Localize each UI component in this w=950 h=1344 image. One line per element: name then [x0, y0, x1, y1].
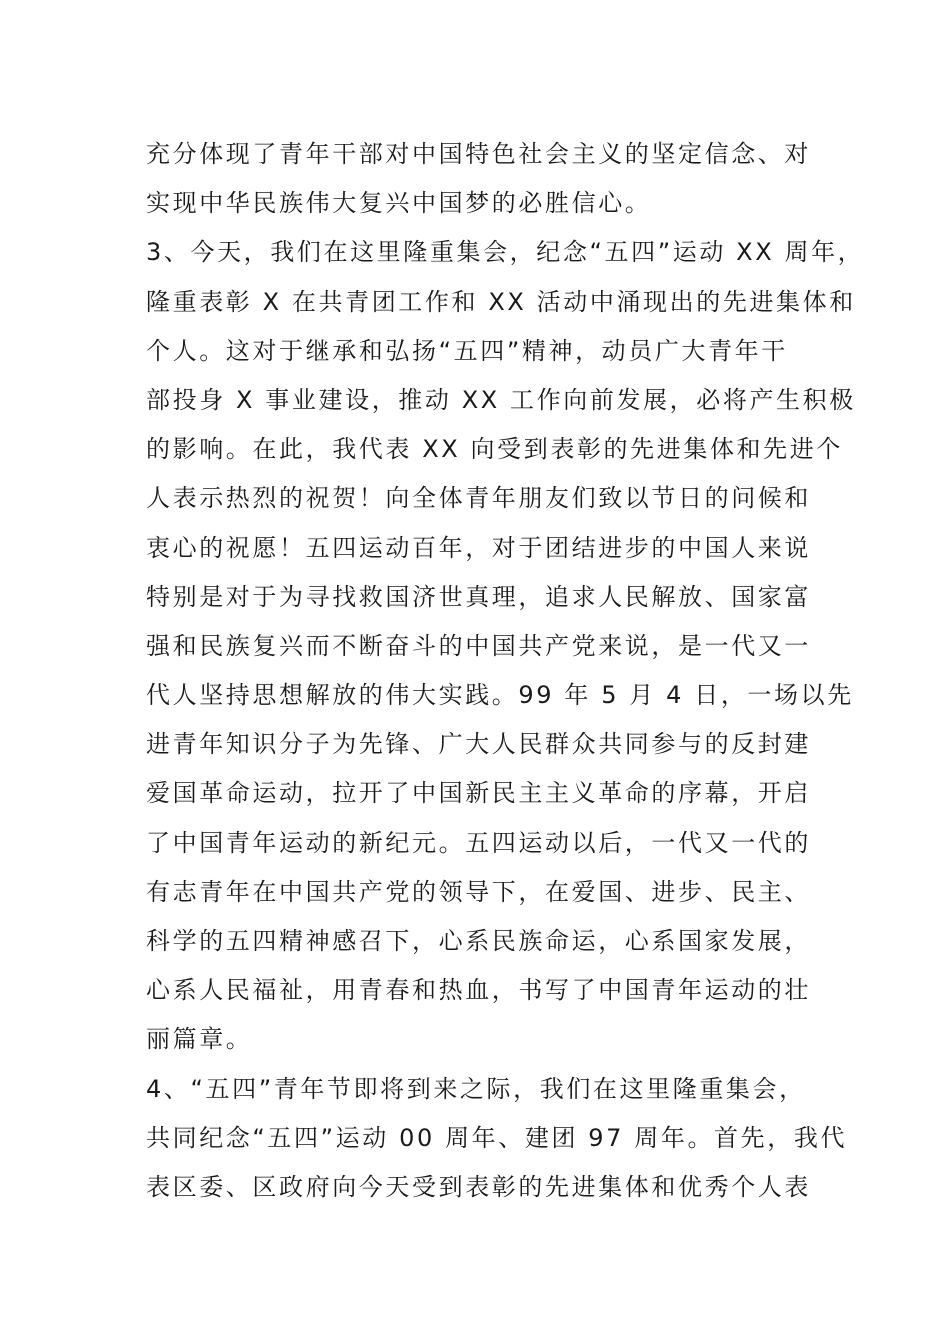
text-line: 心系人民福祉，用青春和热血，书写了中国青年运动的壮 — [146, 976, 811, 1005]
text-line: 表区委、区政府向今天受到表彰的先进集体和优秀个人表 — [146, 1172, 811, 1201]
text-line: 爱国革命运动，拉开了中国新民主主义革命的序幕，开启 — [146, 779, 811, 808]
text-line: 有志青年在中国共产党的领导下，在爱国、进步、民主、 — [146, 877, 811, 906]
text-line: 3、今天，我们在这里隆重集会，纪念“五四”运动 XX 周年， — [146, 238, 865, 267]
text-line: 科学的五四精神感召下，心系民族命运，心系国家发展， — [146, 927, 811, 955]
text-line: 的影响。在此，我代表 XX 向受到表彰的先进集体和先进个 — [146, 435, 843, 464]
text-line: 4、“五四”青年节即将到来之际，我们在这里隆重集会， — [146, 1074, 806, 1103]
text-line: 了中国青年运动的新纪元。五四运动以后，一代又一代的 — [146, 828, 811, 857]
text-line: 特别是对于为寻找救国济世真理，追求人民解放、国家富 — [146, 582, 811, 611]
text-line: 进青年知识分子为先锋、广大人民群众共同参与的反封建 — [146, 730, 811, 759]
text-line: 强和民族复兴而不断奋斗的中国共产党来说，是一代又一 — [146, 631, 811, 660]
document-body — [146, 130, 865, 1212]
text-line: 衷心的祝愿！五四运动百年，对于团结进步的中国人来说 — [146, 533, 811, 562]
text-line: 个人。这对于继承和弘扬“五四”精神，动员广大青年干 — [146, 336, 788, 365]
text-line: 人表示热烈的祝贺！向全体青年朋友们致以节日的问候和 — [146, 484, 811, 513]
text-line: 隆重表彰 X 在共青团工作和 XX 活动中涌现出的先进集体和 — [146, 287, 856, 316]
text-line: 部投身 X 事业建设，推动 XX 工作向前发展，必将产生积极 — [146, 385, 856, 414]
text-line: 共同纪念“五四”运动 00 周年、建团 97 周年。首先，我代 — [146, 1123, 848, 1152]
text-line: 丽篇章。 — [146, 1025, 253, 1054]
text-line: 实现中华民族伟大复兴中国梦的必胜信心。 — [146, 189, 652, 218]
text-line: 代人坚持思想解放的伟大实践。99 年 5 月 4 日，一场以先 — [146, 681, 854, 710]
text-line: 充分体现了青年干部对中国特色社会主义的坚定信念、对 — [146, 140, 811, 168]
